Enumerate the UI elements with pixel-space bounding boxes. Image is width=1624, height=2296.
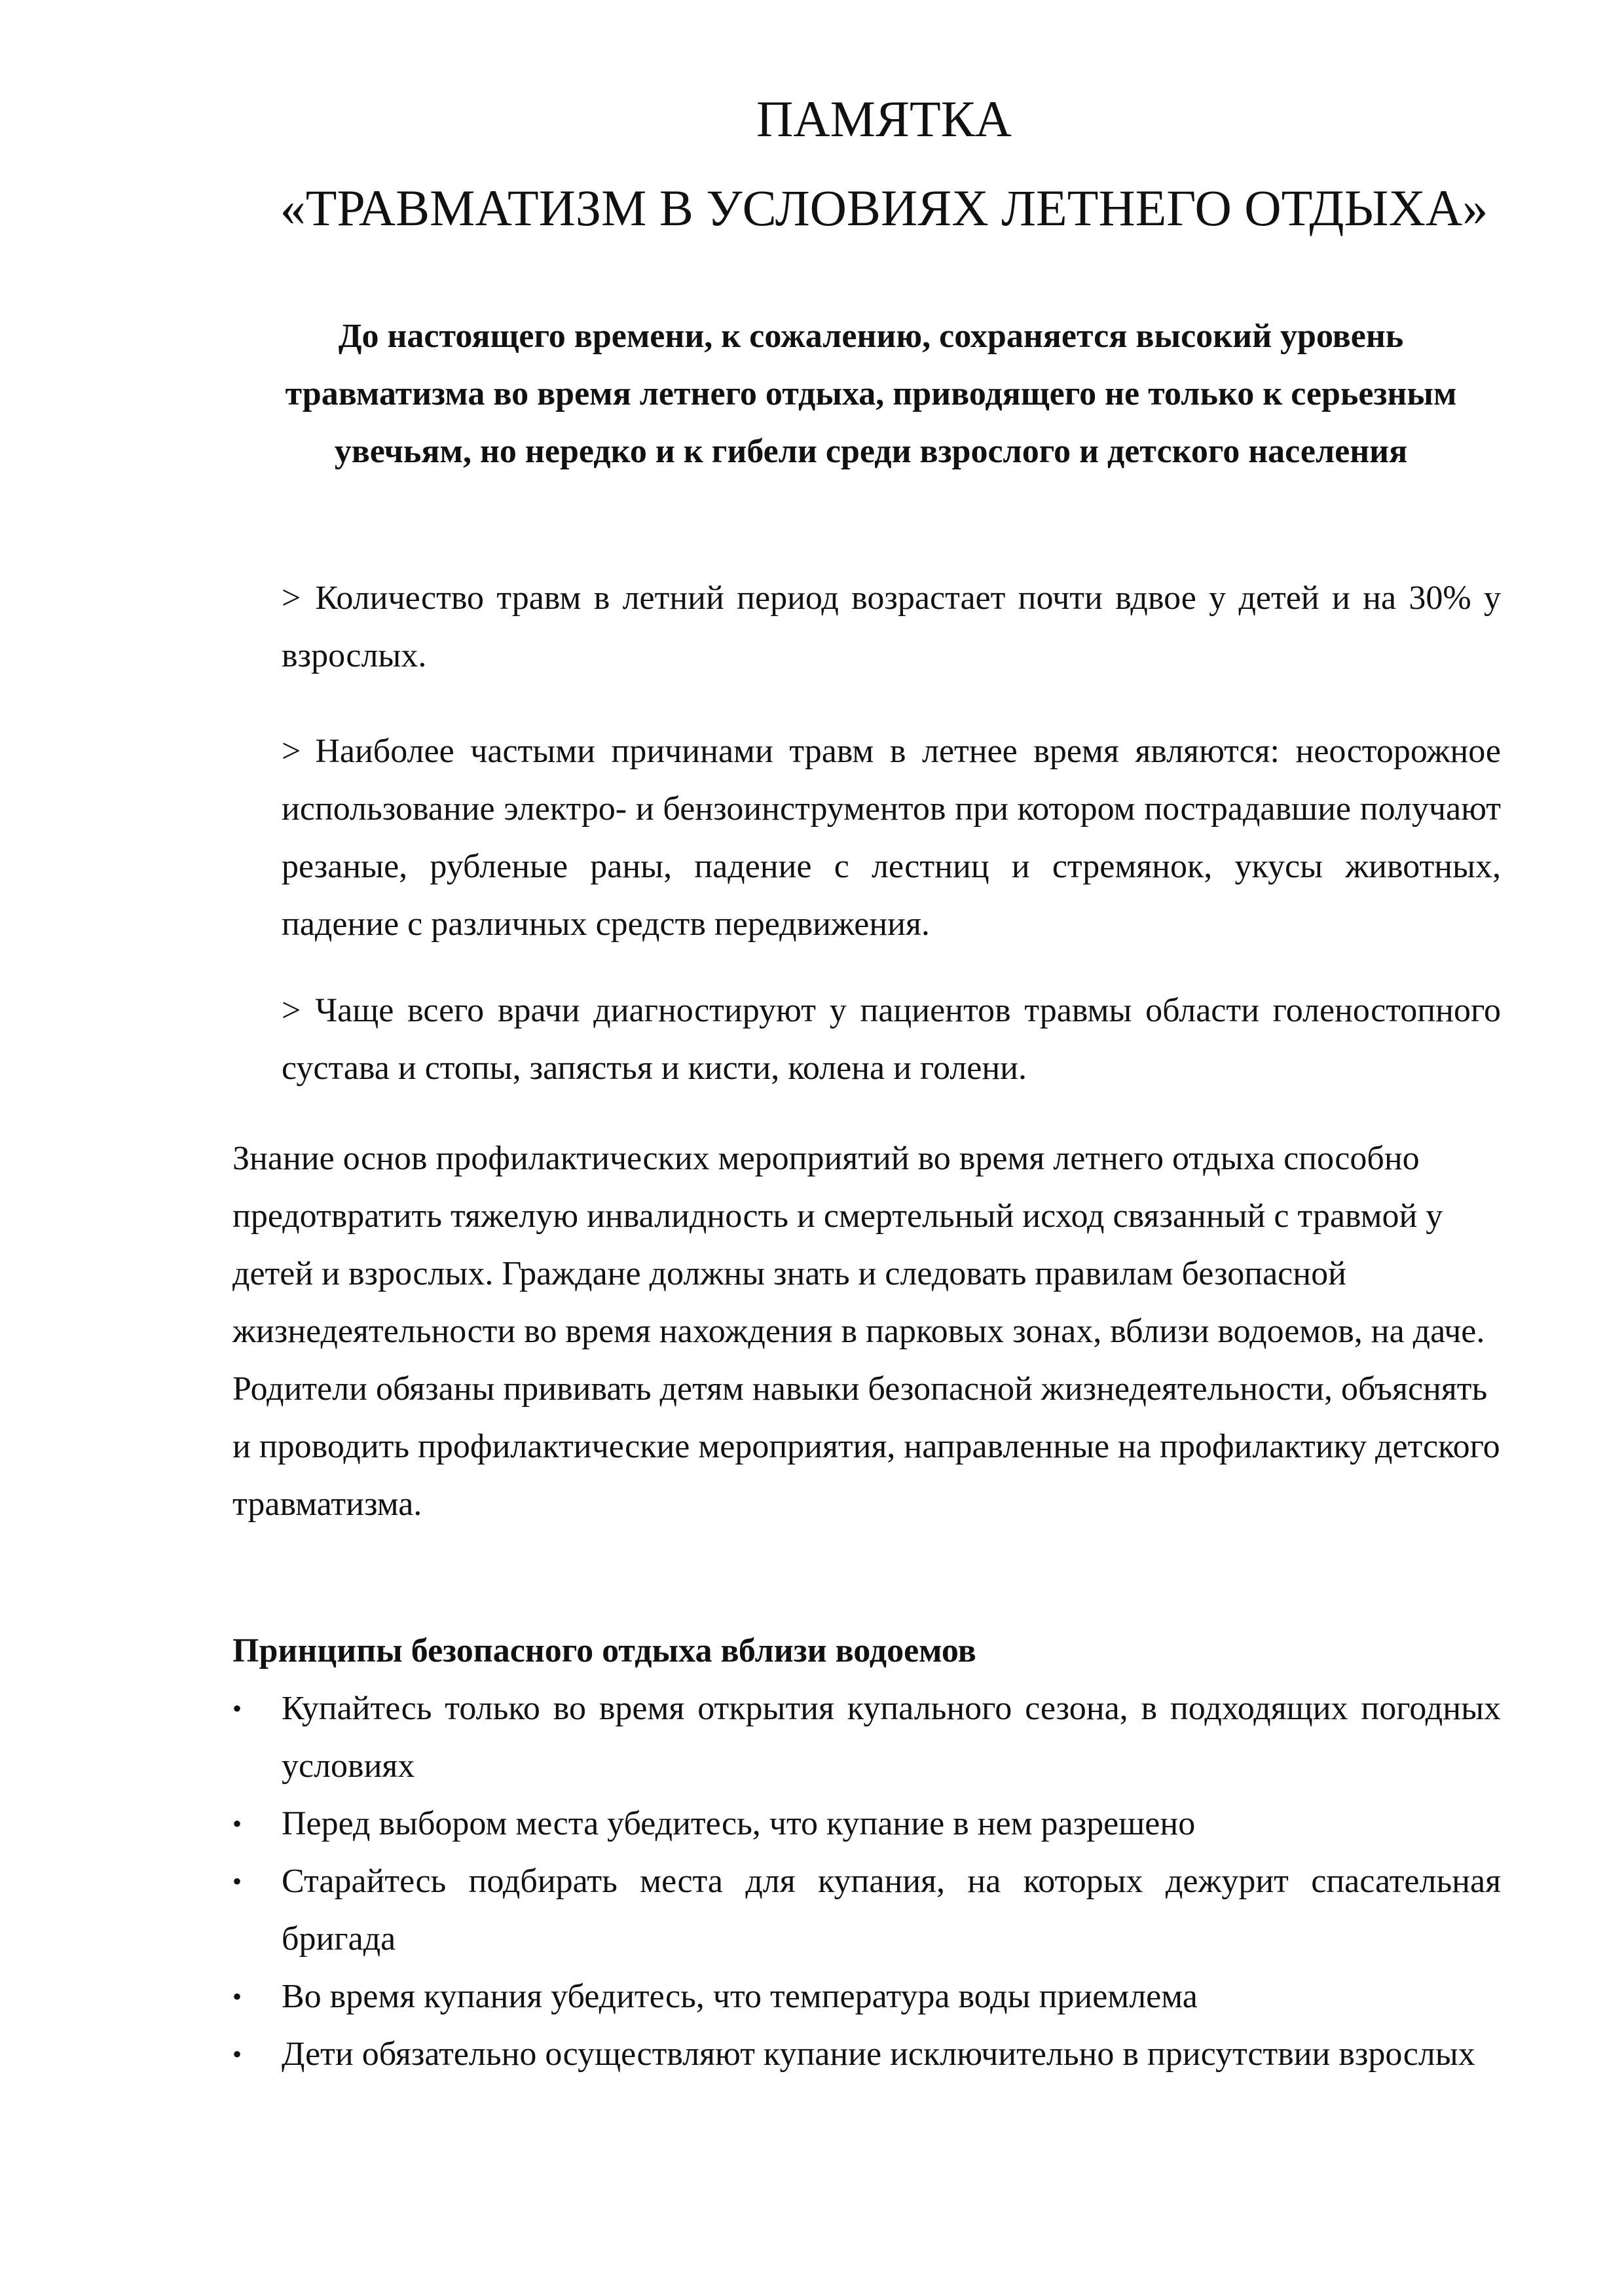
body-paragraph: Знание основ профилактических мероприятий во время летнего отдыха способно предотвратить тяжелую инвалидность и смертельный исход связанный с травмой у детей и взрослых. Граждане должны знать и следовать правилам безопасной жизнедеятельности во время нахождения в парковых зонах, вблизи водоемов, на даче. Родители обязаны прививать детям навыки безопасной жизнедеятельности, объяснять и проводить профилактические мероприятия, направленные на профилактику детского травматизма. — [232, 1140, 1500, 1523]
bullet-icon: • — [232, 1982, 242, 2011]
arrow-marker: > — [282, 992, 301, 1029]
bullet-icon: • — [232, 1867, 242, 1896]
arrow-list-item — [282, 982, 1501, 1097]
document-title-line-2: «ТРАВМАТИЗМ В УСЛОВИЯХ ЛЕТНЕГО ОТДЫХА» — [280, 179, 1488, 236]
arrow-list-item — [282, 570, 1501, 685]
list-item-text: Перед выбором места убедитесь, что купание в нем разрешено — [282, 1805, 1196, 1842]
arrow-item-text: Чаще всего врачи диагностируют у пациентов травмы области голеностопного сустава и стопы, запястья и кисти, колена и голени. — [282, 992, 1501, 1087]
arrow-marker: > — [282, 733, 301, 770]
bullet-list — [232, 1680, 1509, 2083]
list-item-text: Старайтесь подбирать места для купания, на которых дежурит спасательная бригада — [282, 1863, 1501, 1958]
list-item-text: Купайтесь только во время открытия купального сезона, в подходящих погодных условиях — [282, 1690, 1501, 1785]
list-item — [232, 1853, 1501, 1968]
bullet-icon: • — [232, 1809, 242, 1838]
list-item — [232, 1795, 1501, 1853]
bullet-icon: • — [232, 1694, 242, 1723]
arrow-list-item — [282, 723, 1501, 953]
list-item — [232, 1680, 1501, 1795]
list-item — [232, 2026, 1501, 2083]
arrow-marker: > — [282, 579, 301, 617]
list-item-text: Во время купания убедитесь, что температура воды приемлема — [282, 1978, 1198, 2015]
list-item — [232, 1968, 1501, 2026]
arrow-item-text: Наиболее частыми причинами травм в летнее время являются: неосторожное использование электро- и бензоинструментов при котором пострадавшие получают резаные, рубленые раны, падение с лестниц и стремянок, укусы животных, падение с различных средств передвижения. — [282, 733, 1501, 943]
arrow-item-text: Количество травм в летний период возрастает почти вдвое у детей и на 30% у взрослых. — [282, 579, 1501, 674]
list-item-text: Дети обязательно осуществляют купание исключительно в присутствии взрослых — [282, 2035, 1475, 2073]
bullet-icon: • — [232, 2039, 242, 2069]
intro-paragraph: До настоящего времени, к сожалению, сохраняется высокий уровень травматизма во время летнего отдыха, приводящего не только к серьезным увечьям, но нередко и к гибели среди взрослого и детского населения — [285, 318, 1457, 470]
document-title-line-1: ПАМЯТКА — [756, 90, 1012, 147]
section-heading: Принципы безопасного отдыха вблизи водоемов — [232, 1632, 976, 1669]
